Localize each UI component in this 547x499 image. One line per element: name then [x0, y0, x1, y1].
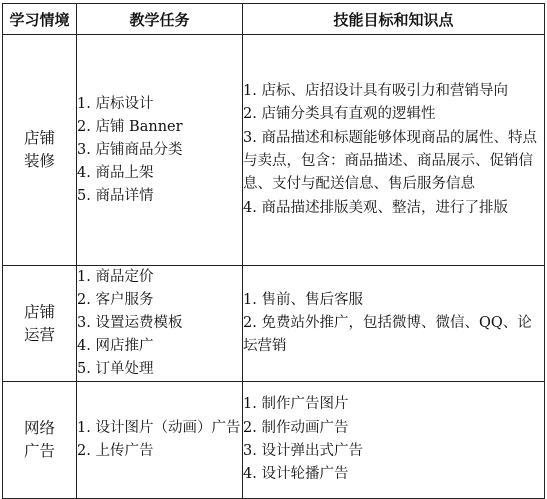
skill-item: 1. 售前、售后客服 [243, 291, 363, 308]
skills-cell [243, 382, 545, 499]
task-item: 4. 网店推广 [77, 338, 154, 354]
scene-line: 店铺 [23, 302, 55, 321]
task-item: 1. 设计图片（动画）广告 [77, 420, 241, 436]
task-item: 4. 商品上架 [77, 164, 154, 181]
table-row [3, 382, 545, 499]
skill-item: 3. 商品描述和标题能够体现商品的属性、特点与卖点，包含：商品描述、商品展示、促销信息、支付与配送信息、售后服务信息 [243, 129, 537, 193]
scene-line: 运营 [23, 325, 55, 344]
skill-item: 4. 商品描述排版美观、整洁，进行了排版 [243, 199, 508, 216]
task-item: 1. 店标设计 [77, 95, 154, 112]
task-item: 2. 上传广告 [77, 443, 154, 459]
task-item: 5. 订单处理 [77, 361, 154, 377]
skill-item: 2. 制作动画广告 [243, 419, 349, 436]
skill-item: 2. 免费站外推广，包括微博、微信、QQ、论坛营销 [243, 314, 532, 355]
scene-line: 装修 [23, 152, 55, 170]
skill-item: 4. 设计轮播广告 [243, 466, 349, 483]
skills-cell [243, 35, 545, 266]
table-row [3, 35, 545, 266]
header-row [3, 4, 545, 35]
skill-item: 1. 店标、店招设计具有吸引力和营销导向 [243, 83, 508, 100]
task-item: 5. 商品详情 [77, 187, 154, 204]
skills-cell [243, 266, 545, 382]
header-tasks: 教学任务 [77, 4, 243, 35]
scene-line: 网络 [23, 419, 55, 437]
table-row [3, 266, 545, 382]
task-item: 2. 店铺 Banner [77, 118, 183, 135]
scene-line: 店铺 [23, 129, 55, 147]
tasks-cell [77, 266, 243, 382]
task-item: 1. 商品定价 [77, 269, 154, 285]
scene-cell [3, 382, 77, 499]
skill-item: 3. 设计弹出式广告 [243, 443, 363, 459]
scene-cell [3, 266, 77, 382]
task-item: 2. 客户服务 [77, 292, 154, 308]
task-item: 3. 设置运费模板 [77, 315, 183, 331]
scene-cell [3, 35, 77, 266]
curriculum-table [2, 3, 545, 499]
skill-item: 1. 制作广告图片 [243, 396, 349, 413]
header-skills: 技能目标和知识点 [243, 4, 545, 35]
tasks-cell [77, 382, 243, 499]
header-scene: 学习情境 [3, 4, 77, 35]
scene-line: 广告 [23, 442, 55, 460]
skill-item: 2. 店铺分类具有直观的逻辑性 [243, 106, 436, 123]
tasks-cell [77, 35, 243, 266]
task-item: 3. 店铺商品分类 [77, 141, 183, 158]
